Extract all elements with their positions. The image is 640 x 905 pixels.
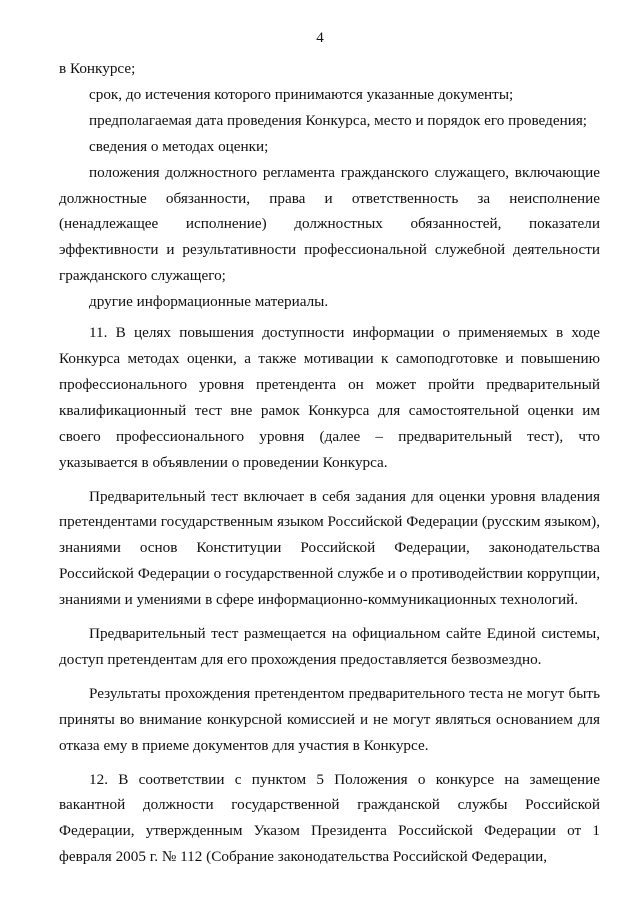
paragraph-continuation: в Конкурсе; <box>59 60 136 77</box>
paragraph-preliminary-test-results: Результаты прохождения претендентом предварительного теста не могут быть приняты во внимание конкурсной комиссией и не могут являться основанием для отказа ему в приеме документов для участия в Конкурсе. <box>59 684 600 754</box>
paragraph-preliminary-test-content: Предварительный тест включает в себя задания для оценки уровня владения претендентами государственным языком Российской Федерации (русским языком), знаниями основ Конституции Российской Федерации, законодательства Российской Федерации о государственной службе и о противодействии коррупции, знаниями и умениями в сфере информационно-коммуникационных технологий. <box>59 487 600 609</box>
paragraph-deadline: срок, до истечения которого принимаются указанные документы; <box>89 85 514 103</box>
paragraph-date-place: предполагаемая дата проведения Конкурса, место и порядок его проведения; <box>89 111 588 129</box>
paragraph-item-11: 11. В целях повышения доступности информации о применяемых в ходе Конкурса методах оценки, а также мотивации к самоподготовке и повышению профессионального уровня претендента он может пройти предварительный квалификационный тест вне рамок Конкурса для самостоятельной оценки им своего профессионального уровня (далее – предварительный тест), что указывается в объявлении о проведении Конкурса. <box>59 324 600 471</box>
page-number: 4 <box>316 30 324 46</box>
paragraph-job-regulation: положения должностного регламента гражданского служащего, включающие должностные обязанности, права и ответственность за неисполнение (ненадлежащее исполнение) должностных обязанностей, показатели эффективности и результативности профессиональной служебной деятельности гражданского служащего; <box>59 163 600 285</box>
paragraph-item-12: 12. В соответствии с пунктом 5 Положения о конкурсе на замещение вакантной должности государственной гражданской службы Российской Федерации, утвержденным Указом Президента Российской Федерации от 1 февраля 2005 г. № 112 (Собрание законодательства Российской Федерации, <box>59 770 600 866</box>
paragraph-preliminary-test-placement: Предварительный тест размещается на официальном сайте Единой системы, доступ претендентам для его прохождения предоставляется безвозмездно. <box>59 625 600 668</box>
paragraph-other-materials: другие информационные материалы. <box>89 293 329 311</box>
paragraph-assessment-methods: сведения о методах оценки; <box>89 137 269 155</box>
document-body <box>59 56 600 870</box>
